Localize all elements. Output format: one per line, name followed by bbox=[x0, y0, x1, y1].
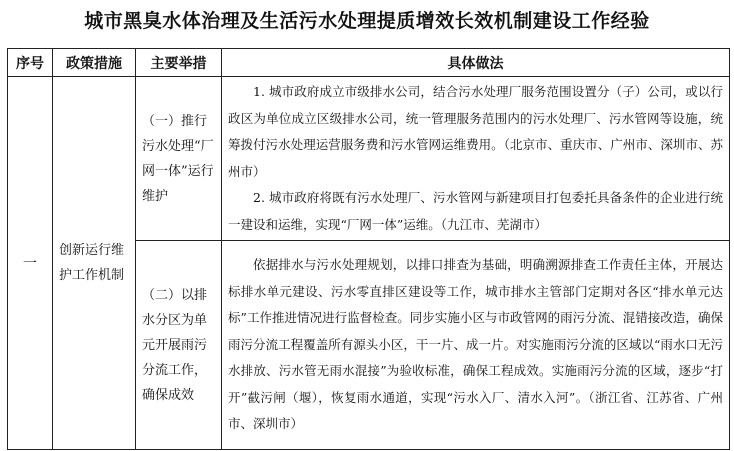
header-policy: 政策措施 bbox=[53, 49, 136, 77]
detail-1-paragraph-1: 1. 城市政府成立市级排水公司，结合污水处理厂服务范围设置分（子）公司，或以行政区为单位成立区级排水公司，统一管理服务范围内的污水处理厂、污水管网等设施，统筹拨付污水处理运营服务费和污水管网运维费用。（北京市、重庆市、广州市、深圳市、苏州市） bbox=[228, 84, 723, 179]
row-seq: 一 bbox=[8, 77, 53, 450]
detail-2 bbox=[222, 241, 730, 450]
policy-table bbox=[7, 48, 730, 450]
detail-1 bbox=[222, 77, 730, 241]
header-detail: 具体做法 bbox=[222, 49, 730, 77]
row-policy: 创新运行维护工作机制 bbox=[53, 77, 136, 450]
detail-1-paragraph-2: 2. 城市政府将既有污水处理厂、污水管网与新建项目打包委托具备条件的企业进行统一建设和运维，实现“厂网一体”运维。（九江市、芜湖市） bbox=[228, 190, 723, 232]
measure-1: （一）推行污水处理“厂网一体”运行维护 bbox=[136, 77, 222, 241]
document-title: 城市黑臭水体治理及生活污水处理提质增效长效机制建设工作经验 bbox=[84, 10, 650, 32]
header-measure: 主要举措 bbox=[136, 49, 222, 77]
table-row bbox=[8, 77, 730, 241]
measure-2: （二）以排水分区为单元开展雨污分流工作，确保成效 bbox=[136, 241, 222, 450]
header-seq: 序号 bbox=[8, 49, 53, 77]
detail-2-paragraph-1: 依据排水与污水处理规划，以排口排查为基础，明确溯源排查工作责任主体，开展达标排水单元建设、污水零直排区建设等工作，城市排水主管部门定期对各区“排水单元达标”工作推进情况进行监督检查。同步实施小区与市政管网的雨污分流、混错接改造，确保雨污分流工程覆盖所有源头小区，干一片、成一片。对实施雨污分流的区域以“雨水口无污水排放、污水管无雨水混接”为验收标准，确保工程成效。实施雨污分流的区域，逐步“打开”截污闸（堰），恢复雨水通道，实现“污水入厂、清水入河”。（浙江省、江苏省、广州市、深圳市） bbox=[228, 257, 723, 432]
table-header-row bbox=[8, 49, 730, 77]
